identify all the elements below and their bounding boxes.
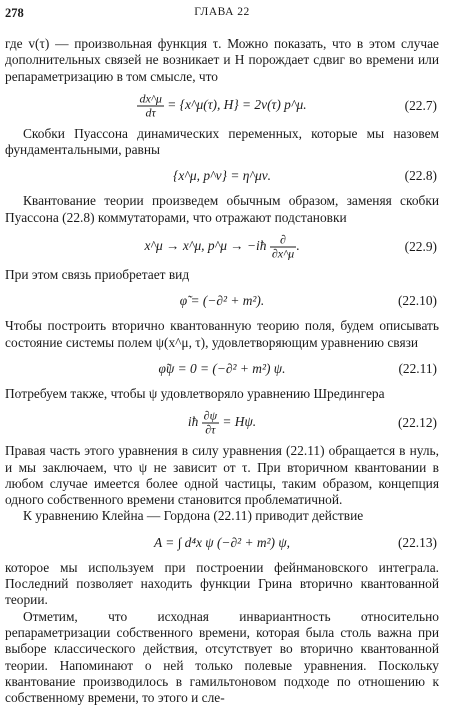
paragraph: которое мы используем при построении фейнмановского интеграла. Последний позволяет находить функции Грина вторично квантованной теории.	[5, 559, 439, 608]
equation-right: = Hψ.	[222, 414, 257, 430]
paragraph: К уравнению Клейна — Гордона (22.11) приводит действие	[23, 508, 364, 524]
paragraph: При этом связь приобретает вид	[5, 267, 190, 283]
equation-number: (22.10)	[397, 293, 437, 309]
equation-expression	[5, 410, 439, 437]
equation-expression	[5, 234, 439, 261]
equation-rhs: = {x^μ(τ), H} = 2v(τ) p^μ.	[167, 96, 307, 112]
equation-text: φ̃ = (−∂² + m²).	[179, 293, 265, 309]
paragraph: Скобки Пуассона динамических переменных, которые мы назовем фундаментальными, равны	[5, 125, 439, 158]
equation-number: (22.11)	[398, 360, 437, 376]
paragraph: где v(τ) — произвольная функция τ. Можно показать, что в этом случае дополнительных связей не возникает и H порождает сдвиг во времени или репараметризацию в том смысле, что	[5, 36, 439, 84]
paragraph: Потребуем также, чтобы ψ удовлетворяло уравнению Шредингера	[5, 385, 385, 401]
fraction	[137, 92, 163, 119]
equation-expression	[5, 92, 439, 119]
equation-right: .	[296, 238, 300, 254]
equation-expression	[5, 361, 439, 377]
equation-number: (22.13)	[397, 534, 437, 550]
paragraph: Квантование теории произведем обычным образом, заменяя скобки Пуассона (22.8) коммутаторами, что отражают подстановки	[5, 193, 439, 225]
equation-left: x^μ → x^μ, p^μ → −iħ	[144, 238, 267, 254]
equation-number: (22.9)	[404, 238, 437, 254]
fraction-numerator: ∂ψ	[203, 408, 218, 423]
equation-text: {x^μ, p^ν} = η^μν.	[172, 168, 272, 184]
equation-22-9	[5, 230, 439, 264]
equation-22-10	[5, 287, 439, 315]
page-number: 278	[5, 6, 24, 20]
equation-number: (22.8)	[404, 168, 437, 184]
fraction-denominator: ∂τ	[205, 422, 216, 437]
fraction	[270, 234, 296, 261]
equation-number: (22.12)	[397, 415, 437, 431]
chapter-title: ГЛАВА 22	[194, 6, 250, 18]
fraction-denominator: ∂x^μ	[271, 246, 295, 261]
equation-expression	[5, 293, 439, 309]
fraction	[202, 410, 219, 437]
equation-left: iħ	[187, 414, 199, 430]
paragraph: Чтобы построить вторично квантованную теорию поля, будем описывать состояние системы полем ψ(x^μ, τ), удовлетворяющим уравнению связи	[5, 318, 439, 350]
equation-number: (22.7)	[404, 97, 437, 113]
paragraph: Отметим, что исходная инвариантность относительно репараметризации собственного времени, которая была столь важна при выборе классического действия, отсутствует во вторично квантованной теории. Напоминают о ней только полевые уравнения. Поскольку квантование производилось в гамильтоновом подходе по отношению к собственному времени, то этого и сле-	[5, 608, 439, 706]
page-body	[5, 36, 439, 706]
equation-expression	[5, 535, 439, 551]
fraction-denominator: dτ	[145, 105, 156, 120]
equation-22-8	[5, 162, 439, 190]
equation-22-7	[5, 89, 439, 123]
equation-text: φ̃ψ = 0 = (−∂² + m²) ψ.	[158, 360, 286, 376]
page-header	[5, 6, 439, 22]
fraction-numerator: ∂	[270, 234, 296, 248]
paragraph: Правая часть этого уравнения в силу уравнения (22.11) обращается в нуль, и мы заключаем, что ψ не зависит от τ. При вторичном квантовании в любом случае имеется более одной частицы, таким образом, концепция одного собственного времени становится проблематичной.	[5, 443, 439, 508]
equation-22-11	[5, 355, 439, 383]
equation-22-13	[5, 529, 439, 557]
equation-expression	[5, 168, 439, 184]
equation-text: A = ∫ d⁴x ψ (−∂² + m²) ψ,	[153, 534, 290, 550]
equation-22-12	[5, 406, 439, 440]
fraction-numerator: dx^μ	[139, 91, 162, 106]
